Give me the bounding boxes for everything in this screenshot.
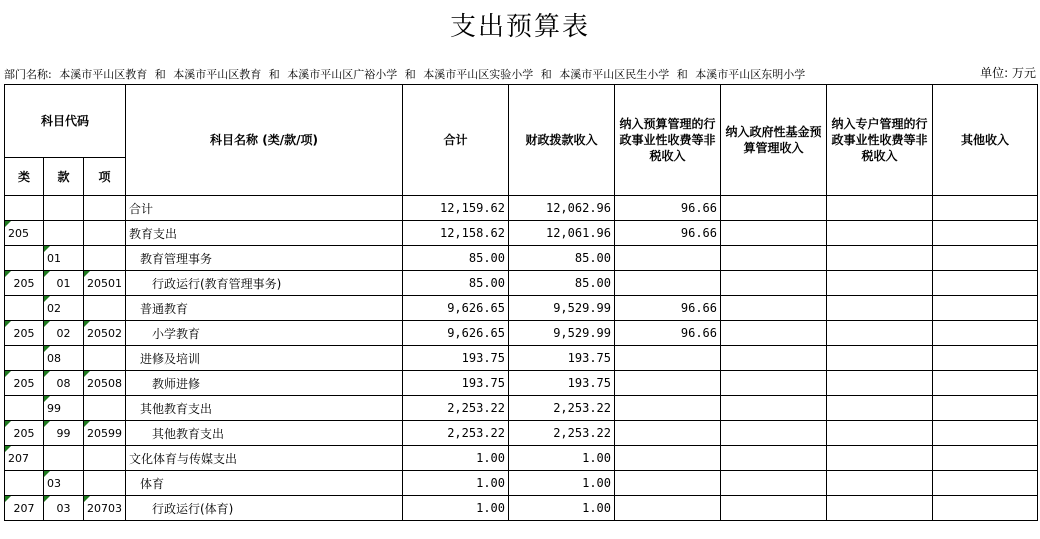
department-name: 本溪市平山区民生小学 xyxy=(559,68,670,81)
cell-kuan: 03 xyxy=(44,496,84,521)
table-row xyxy=(5,221,1038,246)
cell-other xyxy=(933,296,1038,321)
conjunction: 和 xyxy=(676,68,688,81)
cell-kuan: 99 xyxy=(44,396,84,421)
cell-lei: 205 xyxy=(5,271,44,296)
cell-name: 行政运行(教育管理事务) xyxy=(126,271,403,296)
cell-gov-fund xyxy=(721,371,827,396)
cell-budget-mgmt xyxy=(615,271,721,296)
department-name: 本溪市平山区广裕小学 xyxy=(287,68,398,81)
cell-special-account xyxy=(827,221,933,246)
cell-total: 1.00 xyxy=(403,496,509,521)
cell-other xyxy=(933,496,1038,521)
cell-gov-fund xyxy=(721,396,827,421)
header-xiang: 项 xyxy=(84,158,126,196)
cell-kuan: 03 xyxy=(44,471,84,496)
conjunction: 和 xyxy=(154,68,166,81)
header-code-group: 科目代码 xyxy=(5,85,126,158)
cell-special-account xyxy=(827,371,933,396)
header-other: 其他收入 xyxy=(933,85,1038,196)
cell-budget-mgmt xyxy=(615,371,721,396)
cell-fiscal: 85.00 xyxy=(509,271,615,296)
cell-lei xyxy=(5,396,44,421)
table-row xyxy=(5,246,1038,271)
unit-label: 单位: 万元 xyxy=(980,66,1036,80)
cell-gov-fund xyxy=(721,246,827,271)
header-kuan: 款 xyxy=(44,158,84,196)
cell-budget-mgmt xyxy=(615,496,721,521)
department-name: 本溪市平山区东明小学 xyxy=(695,68,806,81)
cell-special-account xyxy=(827,321,933,346)
header-name: 科目名称 (类/款/项) xyxy=(126,85,403,196)
table-row xyxy=(5,421,1038,446)
cell-total: 9,626.65 xyxy=(403,296,509,321)
header-budget-mgmt: 纳入预算管理的行政事业性收费等非税收入 xyxy=(615,85,721,196)
cell-xiang xyxy=(84,296,126,321)
table-row xyxy=(5,446,1038,471)
cell-name: 合计 xyxy=(126,196,403,221)
cell-special-account xyxy=(827,496,933,521)
cell-total: 193.75 xyxy=(403,371,509,396)
cell-name: 行政运行(体育) xyxy=(126,496,403,521)
cell-name: 其他教育支出 xyxy=(126,421,403,446)
department-name: 本溪市平山区教育 xyxy=(59,68,148,81)
cell-name: 教育支出 xyxy=(126,221,403,246)
cell-xiang xyxy=(84,446,126,471)
cell-other xyxy=(933,271,1038,296)
cell-gov-fund xyxy=(721,471,827,496)
cell-total: 193.75 xyxy=(403,346,509,371)
conjunction: 和 xyxy=(268,68,280,81)
cell-lei: 207 xyxy=(5,446,44,471)
cell-kuan: 01 xyxy=(44,246,84,271)
table-row xyxy=(5,471,1038,496)
cell-xiang: 20502 xyxy=(84,321,126,346)
cell-other xyxy=(933,396,1038,421)
cell-kuan xyxy=(44,221,84,246)
cell-special-account xyxy=(827,471,933,496)
cell-fiscal: 9,529.99 xyxy=(509,321,615,346)
cell-name: 文化体育与传媒支出 xyxy=(126,446,403,471)
cell-lei xyxy=(5,471,44,496)
cell-budget-mgmt: 96.66 xyxy=(615,296,721,321)
cell-name: 教师进修 xyxy=(126,371,403,396)
table-row xyxy=(5,321,1038,346)
table-row xyxy=(5,371,1038,396)
cell-budget-mgmt xyxy=(615,471,721,496)
department-name: 本溪市平山区教育 xyxy=(173,68,262,81)
header-gov-fund: 纳入政府性基金预算管理收入 xyxy=(721,85,827,196)
cell-total: 2,253.22 xyxy=(403,396,509,421)
header-special-account: 纳入专户管理的行政事业性收费等非税收入 xyxy=(827,85,933,196)
conjunction: 和 xyxy=(540,68,552,81)
cell-other xyxy=(933,246,1038,271)
header-fiscal: 财政拨款收入 xyxy=(509,85,615,196)
table-row xyxy=(5,296,1038,321)
cell-kuan xyxy=(44,446,84,471)
cell-budget-mgmt xyxy=(615,246,721,271)
cell-fiscal: 85.00 xyxy=(509,246,615,271)
cell-lei xyxy=(5,296,44,321)
cell-lei xyxy=(5,196,44,221)
cell-lei: 205 xyxy=(5,371,44,396)
cell-lei: 205 xyxy=(5,321,44,346)
department-name: 本溪市平山区实验小学 xyxy=(423,68,534,81)
cell-fiscal: 1.00 xyxy=(509,496,615,521)
table-row xyxy=(5,346,1038,371)
department-line xyxy=(4,66,809,82)
cell-total: 12,158.62 xyxy=(403,221,509,246)
cell-special-account xyxy=(827,271,933,296)
cell-xiang xyxy=(84,221,126,246)
cell-total: 85.00 xyxy=(403,246,509,271)
cell-gov-fund xyxy=(721,496,827,521)
cell-xiang xyxy=(84,196,126,221)
cell-special-account xyxy=(827,296,933,321)
header-lei: 类 xyxy=(5,158,44,196)
cell-gov-fund xyxy=(721,346,827,371)
cell-other xyxy=(933,471,1038,496)
table-row xyxy=(5,196,1038,221)
cell-kuan: 01 xyxy=(44,271,84,296)
cell-total: 85.00 xyxy=(403,271,509,296)
cell-lei: 205 xyxy=(5,421,44,446)
cell-fiscal: 12,061.96 xyxy=(509,221,615,246)
cell-budget-mgmt xyxy=(615,446,721,471)
cell-name: 普通教育 xyxy=(126,296,403,321)
cell-budget-mgmt xyxy=(615,346,721,371)
cell-xiang xyxy=(84,346,126,371)
cell-budget-mgmt xyxy=(615,396,721,421)
cell-xiang xyxy=(84,396,126,421)
cell-xiang xyxy=(84,246,126,271)
cell-kuan: 99 xyxy=(44,421,84,446)
cell-fiscal: 193.75 xyxy=(509,346,615,371)
cell-kuan: 08 xyxy=(44,371,84,396)
cell-xiang: 20703 xyxy=(84,496,126,521)
cell-other xyxy=(933,346,1038,371)
cell-xiang: 20501 xyxy=(84,271,126,296)
cell-fiscal: 12,062.96 xyxy=(509,196,615,221)
cell-gov-fund xyxy=(721,296,827,321)
cell-other xyxy=(933,371,1038,396)
cell-budget-mgmt xyxy=(615,421,721,446)
cell-gov-fund xyxy=(721,271,827,296)
cell-fiscal: 9,529.99 xyxy=(509,296,615,321)
cell-kuan: 08 xyxy=(44,346,84,371)
cell-total: 1.00 xyxy=(403,471,509,496)
cell-name: 教育管理事务 xyxy=(126,246,403,271)
cell-special-account xyxy=(827,346,933,371)
cell-special-account xyxy=(827,446,933,471)
cell-xiang: 20599 xyxy=(84,421,126,446)
cell-budget-mgmt: 96.66 xyxy=(615,221,721,246)
cell-kuan xyxy=(44,196,84,221)
cell-gov-fund xyxy=(721,196,827,221)
cell-budget-mgmt: 96.66 xyxy=(615,321,721,346)
cell-fiscal: 1.00 xyxy=(509,471,615,496)
cell-total: 1.00 xyxy=(403,446,509,471)
cell-gov-fund xyxy=(721,421,827,446)
cell-gov-fund xyxy=(721,446,827,471)
table-row xyxy=(5,396,1038,421)
cell-gov-fund xyxy=(721,321,827,346)
header-total: 合计 xyxy=(403,85,509,196)
cell-special-account xyxy=(827,246,933,271)
cell-budget-mgmt: 96.66 xyxy=(615,196,721,221)
department-label: 部门名称: xyxy=(4,68,52,81)
cell-other xyxy=(933,446,1038,471)
cell-special-account xyxy=(827,196,933,221)
table-row xyxy=(5,496,1038,521)
cell-other xyxy=(933,196,1038,221)
cell-lei: 207 xyxy=(5,496,44,521)
cell-other xyxy=(933,221,1038,246)
table-row xyxy=(5,271,1038,296)
budget-table xyxy=(4,84,1038,521)
cell-name: 小学教育 xyxy=(126,321,403,346)
cell-gov-fund xyxy=(721,221,827,246)
cell-lei xyxy=(5,346,44,371)
cell-xiang xyxy=(84,471,126,496)
cell-name: 体育 xyxy=(126,471,403,496)
cell-other xyxy=(933,321,1038,346)
cell-kuan: 02 xyxy=(44,296,84,321)
cell-fiscal: 193.75 xyxy=(509,371,615,396)
cell-xiang: 20508 xyxy=(84,371,126,396)
cell-lei: 205 xyxy=(5,221,44,246)
cell-total: 9,626.65 xyxy=(403,321,509,346)
cell-special-account xyxy=(827,421,933,446)
cell-fiscal: 2,253.22 xyxy=(509,396,615,421)
cell-special-account xyxy=(827,396,933,421)
cell-fiscal: 1.00 xyxy=(509,446,615,471)
cell-total: 12,159.62 xyxy=(403,196,509,221)
cell-total: 2,253.22 xyxy=(403,421,509,446)
cell-fiscal: 2,253.22 xyxy=(509,421,615,446)
cell-other xyxy=(933,421,1038,446)
cell-name: 其他教育支出 xyxy=(126,396,403,421)
cell-kuan: 02 xyxy=(44,321,84,346)
cell-lei xyxy=(5,246,44,271)
conjunction: 和 xyxy=(404,68,416,81)
page-title: 支出预算表 xyxy=(449,12,590,42)
cell-name: 进修及培训 xyxy=(126,346,403,371)
